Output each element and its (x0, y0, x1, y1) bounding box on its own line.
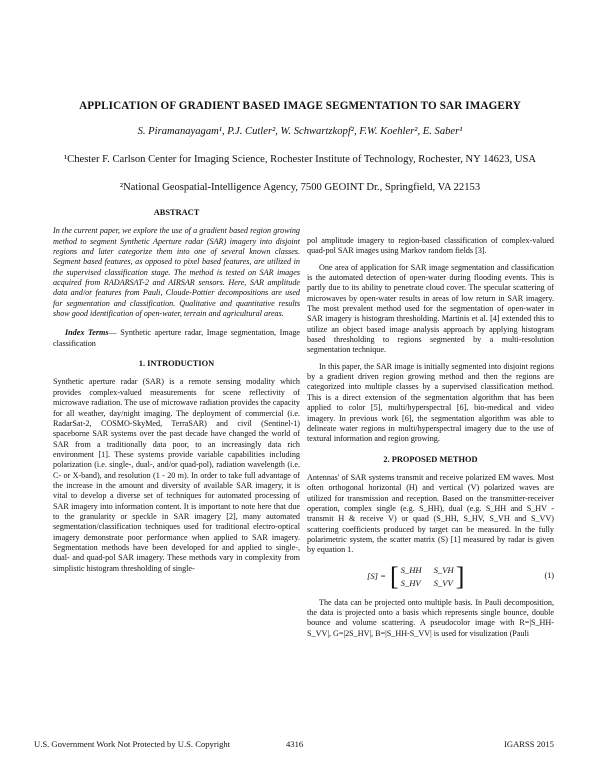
left-column (53, 208, 300, 574)
affiliation-2: ²National Geospatial-Intelligence Agency, 7500 GEOINT Dr., Springfield, VA 22153 (119, 182, 481, 193)
scatter-matrix: [S] = [ S_HH S_VH S_HV S_VV ] (367, 561, 465, 591)
proposed-method-paragraph-1: Antennas' of SAR systems transmit and receive polarized EM waves. Most often orthogonal horizontal (H) and vertical (V) polarized waves are utilized for transmission and reception. Based on the transmitter-receiver operation, complex single (e.g. S_HH), dual (e.g. S_HH and S_HV - transmit H & receive V) or quad (S_HH, S_HV, S_VH and S_VV) scattering coefficients produced by target can be measured. In the fully polarimetric system, the scatter matrix (S) [1] measured by radar is given by equation 1. (307, 472, 554, 555)
introduction-paragraph-1: Synthetic aperture radar (SAR) is a remote sensing modality which provides complex-valued measurements for scene reflectivity of microwave radiation. The use of microwave radiation provides the capacity for all weather, day/night imaging. The deployment of commercial (i.e. RadarSat-2, COSMO-SkyMed, TerraSAR) and civil (Sentinel-1) spaceborne SAR systems over the past decade have changed the world of SAR from a traditionally data poor, to an increasingly data rich environment [1]. These systems provide variable capabilities including polarization (i.e. single-, dual-, and/or quad-pol), radiation wavelength (i.e. C- or X-band), and resolution (1 - 20 m). In order to take full advantage of the increase in the amount and diversity of available SAR imagery, it is vital to develop a diverse set of techniques for automated processing of SAR imagery into information content. It is important to note here that due to the granularity or speckle in SAR imagery [2], many automated segmentation/classification techniques used for traditional electro-optical imagery demonstrate poor performance when applied to SAR imagery. Segmentation methods have been developed for and applied to single-, dual- and quad-pol SAR imagery. These methods vary in complexity from simplistic histogram thresholding of single- (53, 377, 300, 573)
equation-1 (307, 561, 554, 591)
copyright-notice: U.S. Government Work Not Protected by U.S. Copyright (34, 739, 231, 749)
index-terms-label: Index Terms (65, 328, 109, 338)
index-terms-text: — Synthetic aperture radar, Image segmentation, Image classification (53, 328, 300, 348)
matrix-cell: S_HH (400, 565, 422, 576)
affiliation-1: ¹Chester F. Carlson Center for Imaging Science, Rochester Institute of Technology, Rochester, NY 14623, USA (63, 154, 537, 165)
introduction-paragraph-3: In this paper, the SAR image is initially segmented into disjoint regions by a gradient driven region growing method and then the regions are categorized into multiple classes by a supervised classification method. This is a direct extension of the segmentation algorithm that has been applied to color [5], multi/hyperspectral [6], bio-medical and video imagery. In previous work [6], the segmentation algorithm was able to delineate water regions in multi/hyperspectral imagery due to the use of textural information and region growing. (307, 361, 554, 444)
index-terms (53, 328, 300, 349)
equation-lhs: [S] = (367, 571, 386, 582)
matrix-cell: S_VH (433, 565, 454, 576)
proposed-method-paragraph-2: The data can be projected onto multiple basis. In Pauli decomposition, the data is projected onto a basis which represents single bounce, double bounce and volume scattering. A pseudocolor image with R=|S_HH-S_VV|, G=|2S_HV|, B=|S_HH-S_VV| is used for visulization (Pauli (307, 597, 554, 638)
paper-title: APPLICATION OF GRADIENT BASED IMAGE SEGMENTATION TO SAR IMAGERY (79, 100, 521, 112)
abstract-text: In the current paper, we explore the use of a gradient based region growing method to segment Synthetic Aperture radar (SAR) imagery into disjoint regions and later categorize them into one of several known classes. Segment based features, as opposed to pixel based features, are utilized in the supervised classification stage. The method is tested on SAR images acquired from RADARSAT-2 and AIRSAR sensors. Here, SAR amplitude data and/or features from Pauli, Cloude-Pottier decompositions are used for segmentation and classification. Qualitative and quantitative results show good identification of open-water, terrain and agricultural areas. (53, 226, 300, 319)
equation-number: (1) (544, 571, 554, 581)
conference-name: IGARSS 2015 (504, 739, 554, 749)
author-list: S. Piramanayagam¹, P.J. Cutler², W. Schwartzkopf², F.W. Koehler², E. Saber¹ (137, 126, 463, 137)
page-number: 4316 (286, 739, 304, 749)
introduction-paragraph-1-continued: pol amplitude imagery to region-based classification of complex-valued quad-pol SAR images using Markov random fields [3]. (307, 236, 554, 256)
proposed-method-heading: 2. PROPOSED METHOD (383, 454, 478, 464)
matrix-cell: S_VV (433, 577, 453, 588)
matrix-cell: S_HV (400, 577, 421, 588)
abstract-heading: ABSTRACT (153, 208, 200, 217)
introduction-heading: 1. INTRODUCTION (138, 359, 215, 369)
introduction-paragraph-2: One area of application for SAR image segmentation and classification is the automated detection of open-water during flooding events. This is partly due to its ability to penetrate cloud cover. The specular scattering of microwaves by open-water results in areas of low return in SAR imagery. The most prevalent method used for the segmentation of open-water in SAR imagery is histogram thresholding. Martinis et al. [4] extended this to utilize an object based image analysis approach by applying histogram based thresholding to regions segmented by a multi-resolution segmentation technique. (307, 262, 554, 355)
right-column (307, 236, 554, 639)
